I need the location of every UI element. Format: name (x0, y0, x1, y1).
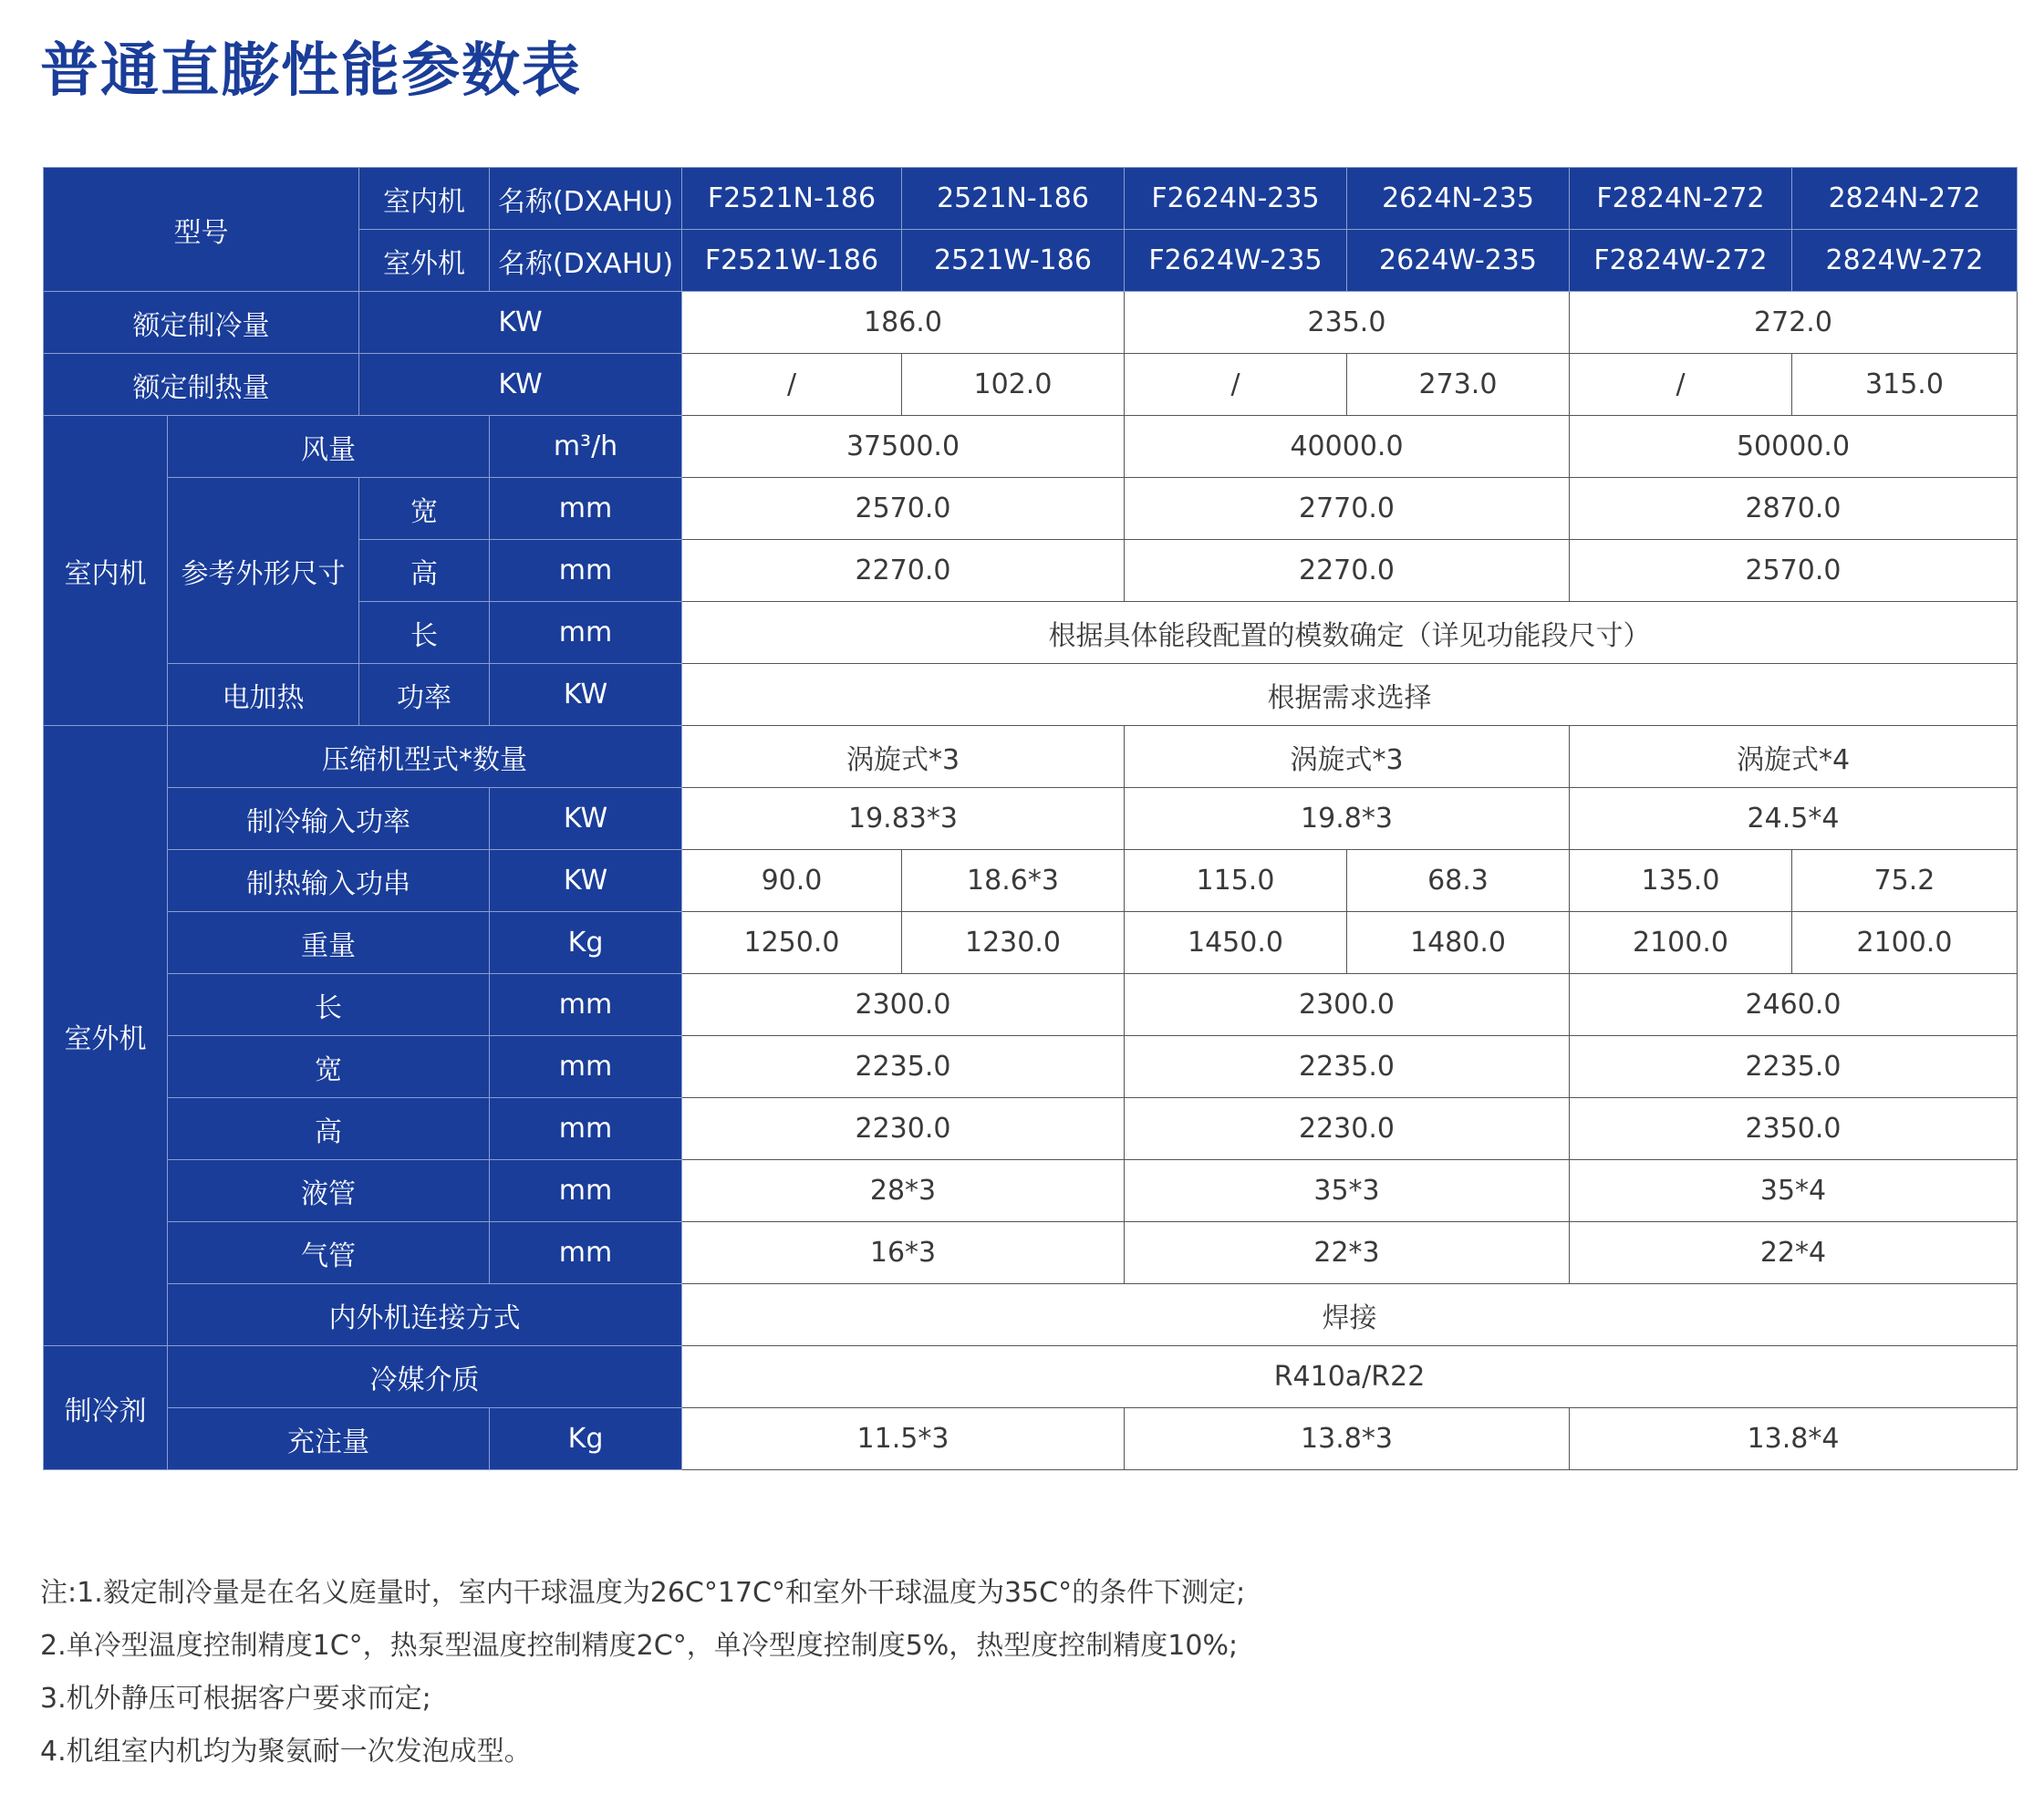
gas-pipe-value: 22*4 (1570, 1222, 2018, 1284)
heating-input-value: 75.2 (1792, 850, 2018, 912)
heating-value: / (1570, 354, 1792, 416)
cooling-input-label: 制冷输入功率 (168, 788, 490, 850)
charge-value: 13.8*3 (1125, 1408, 1570, 1470)
gas-pipe-label: 气管 (168, 1222, 490, 1284)
refrigerant-group-label: 制冷剂 (44, 1346, 168, 1470)
heating-input-label: 制热输入功串 (168, 850, 490, 912)
cooling-value: 272.0 (1570, 292, 2018, 354)
outdoor-length-value: 2300.0 (682, 974, 1125, 1036)
table-row (44, 912, 2018, 974)
heating-value: 273.0 (1347, 354, 1570, 416)
weight-value: 1450.0 (1125, 912, 1347, 974)
length-note: 根据具体能段配置的模数确定（详见功能段尺寸） (682, 602, 2018, 664)
outdoor-model: F2824W-272 (1570, 230, 1792, 292)
cooling-input-value: 19.8*3 (1125, 788, 1570, 850)
airflow-value: 37500.0 (682, 416, 1125, 478)
unit-cell: mm (490, 602, 682, 664)
unit-cell: Kg (490, 1408, 682, 1470)
name-label: 名称(DXAHU) (490, 168, 682, 230)
table-row (44, 850, 2018, 912)
heating-value: 315.0 (1792, 354, 2018, 416)
unit-cell: KW (490, 850, 682, 912)
note-line: 注:1.毅定制冷量是在名义庭量时，室内干球温度为26C°17C°和室外干球温度为35C°的条件下测定; (40, 1577, 1246, 1609)
table-row (44, 1036, 2018, 1098)
weight-value: 1480.0 (1347, 912, 1570, 974)
heating-value: / (1125, 354, 1347, 416)
unit-cell: KW (490, 664, 682, 726)
indoor-model: 2624N-235 (1347, 168, 1570, 230)
weight-value: 2100.0 (1792, 912, 2018, 974)
width-value: 2570.0 (682, 478, 1125, 540)
compressor-value: 涡旋式*3 (682, 726, 1125, 788)
unit-cell: Kg (490, 912, 682, 974)
note-line: 4.机组室内机均为聚氨耐一次发泡成型。 (40, 1736, 532, 1768)
indoor-label: 室内机 (359, 168, 490, 230)
width-value: 2870.0 (1570, 478, 2018, 540)
heating-input-value: 115.0 (1125, 850, 1347, 912)
unit-cell: mm (490, 540, 682, 602)
weight-value: 2100.0 (1570, 912, 1792, 974)
heating-input-value: 135.0 (1570, 850, 1792, 912)
table-row (44, 1098, 2018, 1160)
outdoor-model: F2624W-235 (1125, 230, 1347, 292)
outdoor-height-value: 2230.0 (682, 1098, 1125, 1160)
outdoor-width-value: 2235.0 (682, 1036, 1125, 1098)
outdoor-model: 2624W-235 (1347, 230, 1570, 292)
page-title: 普通直膨性能参数表 (40, 37, 582, 105)
cooling-value: 235.0 (1125, 292, 1570, 354)
airflow-label: 风量 (168, 416, 490, 478)
width-label: 宽 (359, 478, 490, 540)
outdoor-model: 2824W-272 (1792, 230, 2018, 292)
height-value: 2270.0 (1125, 540, 1570, 602)
heating-value: / (682, 354, 902, 416)
indoor-model: F2521N-186 (682, 168, 902, 230)
airflow-value: 50000.0 (1570, 416, 2018, 478)
table-row (44, 726, 2018, 788)
compressor-value: 涡旋式*4 (1570, 726, 2018, 788)
outdoor-height-label: 高 (168, 1098, 490, 1160)
outdoor-width-value: 2235.0 (1125, 1036, 1570, 1098)
note-line: 3.机外静压可根据客户要求而定; (40, 1683, 431, 1715)
outdoor-width-label: 宽 (168, 1036, 490, 1098)
indoor-model: 2521N-186 (902, 168, 1125, 230)
liquid-pipe-value: 28*3 (682, 1160, 1125, 1222)
outdoor-width-value: 2235.0 (1570, 1036, 2018, 1098)
height-label: 高 (359, 540, 490, 602)
performance-table (43, 167, 2018, 1470)
power-label: 功率 (359, 664, 490, 726)
connection-label: 内外机连接方式 (168, 1284, 682, 1346)
outdoor-model: 2521W-186 (902, 230, 1125, 292)
weight-value: 1250.0 (682, 912, 902, 974)
heating-value: 102.0 (902, 354, 1125, 416)
medium-value: R410a/R22 (682, 1346, 2018, 1408)
indoor-model: 2824N-272 (1792, 168, 2018, 230)
note-line: 2.单冷型温度控制精度1C°，热泵型温度控制精度2C°，单冷型度控制度5%，热型度控制精度10%; (40, 1630, 1239, 1662)
height-value: 2270.0 (682, 540, 1125, 602)
cooling-value: 186.0 (682, 292, 1125, 354)
table-row (44, 1408, 2018, 1470)
heating-label: 额定制热量 (44, 354, 359, 416)
unit-cell: m³/h (490, 416, 682, 478)
medium-label: 冷媒介质 (168, 1346, 682, 1408)
weight-label: 重量 (168, 912, 490, 974)
indoor-model: F2624N-235 (1125, 168, 1347, 230)
outdoor-height-value: 2230.0 (1125, 1098, 1570, 1160)
cooling-input-value: 24.5*4 (1570, 788, 2018, 850)
liquid-pipe-label: 液管 (168, 1160, 490, 1222)
unit-cell: mm (490, 1098, 682, 1160)
cooling-input-value: 19.83*3 (682, 788, 1125, 850)
outdoor-length-value: 2460.0 (1570, 974, 2018, 1036)
unit-cell: KW (490, 788, 682, 850)
liquid-pipe-value: 35*4 (1570, 1160, 2018, 1222)
outdoor-height-value: 2350.0 (1570, 1098, 2018, 1160)
electric-heat-label: 电加热 (168, 664, 359, 726)
table-row (44, 974, 2018, 1036)
indoor-group-label: 室内机 (44, 416, 168, 726)
heating-input-value: 18.6*3 (902, 850, 1125, 912)
unit-cell: mm (490, 1222, 682, 1284)
outdoor-model: F2521W-186 (682, 230, 902, 292)
outdoor-label: 室外机 (359, 230, 490, 292)
liquid-pipe-value: 35*3 (1125, 1160, 1570, 1222)
unit-cell: mm (490, 478, 682, 540)
model-label: 型号 (44, 168, 359, 292)
table-row (44, 1284, 2018, 1346)
gas-pipe-value: 16*3 (682, 1222, 1125, 1284)
table-row (44, 168, 2018, 230)
electric-heat-note: 根据需求选择 (682, 664, 2018, 726)
width-value: 2770.0 (1125, 478, 1570, 540)
table-row (44, 416, 2018, 478)
weight-value: 1230.0 (902, 912, 1125, 974)
table-row (44, 664, 2018, 726)
table-row (44, 1160, 2018, 1222)
cooling-label: 额定制冷量 (44, 292, 359, 354)
table-row (44, 354, 2018, 416)
table-row (44, 788, 2018, 850)
outdoor-group-label: 室外机 (44, 726, 168, 1346)
table-row (44, 292, 2018, 354)
charge-value: 11.5*3 (682, 1408, 1125, 1470)
length-label: 长 (359, 602, 490, 664)
table-row (44, 478, 2018, 540)
table-row (44, 1222, 2018, 1284)
unit-cell: mm (490, 1036, 682, 1098)
notes-section (40, 1567, 1245, 1778)
unit-cell: KW (359, 354, 682, 416)
unit-cell: mm (490, 974, 682, 1036)
gas-pipe-value: 22*3 (1125, 1222, 1570, 1284)
compressor-label: 压缩机型式*数量 (168, 726, 682, 788)
compressor-value: 涡旋式*3 (1125, 726, 1570, 788)
outdoor-length-label: 长 (168, 974, 490, 1036)
connection-value: 焊接 (682, 1284, 2018, 1346)
unit-cell: KW (359, 292, 682, 354)
charge-value: 13.8*4 (1570, 1408, 2018, 1470)
airflow-value: 40000.0 (1125, 416, 1570, 478)
heating-input-value: 68.3 (1347, 850, 1570, 912)
heating-input-value: 90.0 (682, 850, 902, 912)
table-row (44, 1346, 2018, 1408)
indoor-model: F2824N-272 (1570, 168, 1792, 230)
dimension-label: 参考外形尺寸 (168, 478, 359, 664)
unit-cell: mm (490, 1160, 682, 1222)
name-label: 名称(DXAHU) (490, 230, 682, 292)
height-value: 2570.0 (1570, 540, 2018, 602)
charge-label: 充注量 (168, 1408, 490, 1470)
outdoor-length-value: 2300.0 (1125, 974, 1570, 1036)
